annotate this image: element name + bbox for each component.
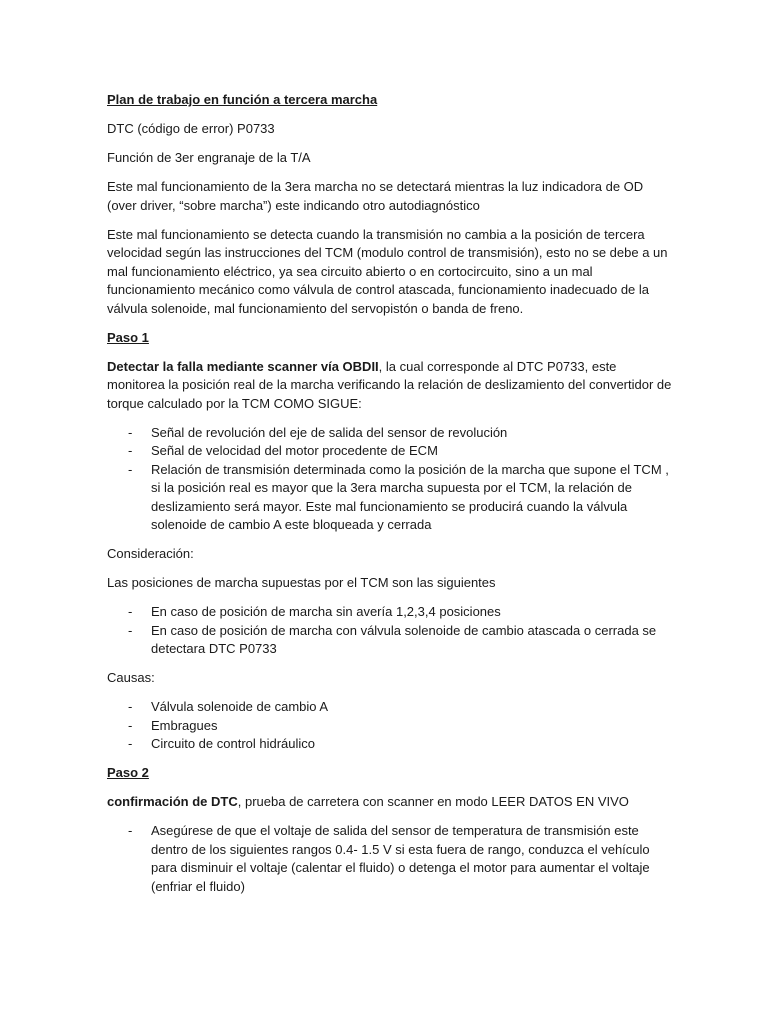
consideration-list (107, 603, 672, 659)
step-1-lead-rest: , la cual corresponde al DTC P0733, este monitorea la posición real de la marcha verificando la relación de deslizamiento del convertidor de torque calculado por la TCM COMO SIGUE: (107, 358, 672, 411)
dash-bullet: - (128, 717, 133, 733)
dash-bullet: - (128, 443, 133, 458)
dash-bullet: - (128, 622, 133, 638)
document-body (107, 91, 672, 907)
od-paragraph: Este mal funcionamiento de la 3era marcha no se detectará mientras la luz indicadora de OD (over driver, “sobre marcha”) este indicando otro autodiagnóstico (107, 179, 644, 213)
list-item (107, 622, 672, 659)
list-item (107, 424, 672, 443)
list-item (107, 822, 672, 896)
dash-bullet: - (128, 823, 133, 838)
step-1-heading: Paso 1 (107, 329, 149, 345)
step-2-heading: Paso 2 (107, 765, 149, 780)
list-item (107, 698, 672, 717)
step-2-lead-bold: confirmación de DTC (107, 794, 238, 809)
list-item (107, 461, 672, 535)
function-line: Función de 3er engranaje de la T/A (107, 150, 311, 165)
list-item (107, 603, 672, 622)
list-item (107, 442, 672, 461)
causes-label: Causas: (107, 670, 155, 685)
dash-bullet: - (128, 424, 133, 440)
step-2-lead (107, 793, 672, 812)
list-item-text: Circuito de control hidráulico (151, 736, 316, 751)
causes-list (107, 698, 672, 754)
step-1-lead (107, 358, 672, 414)
step-2-list (107, 822, 672, 896)
step-1-list (107, 424, 672, 535)
consideration-label: Consideración: (107, 546, 194, 561)
dash-bullet: - (128, 736, 133, 751)
list-item-text: Relación de transmisión determinada como la posición de la marcha que supone el TCM , si la posición real es mayor que la 3era marcha supuesta por el TCM, la relación de deslizamiento será mayor. Este mal funcionamiento se producirá cuando la válvula solenoide de cambio A este bloqueada y cerrada (151, 461, 669, 532)
step-2-lead-rest: , prueba de carretera con scanner en modo LEER DATOS EN VIVO (237, 794, 629, 809)
list-item-text: En caso de posición de marcha con válvula solenoide de cambio atascada o cerrada se detectara DTC P0733 (151, 622, 657, 656)
list-item-text: Asegúrese de que el voltaje de salida del sensor de temperatura de transmisión este dentro de los siguientes rangos 0.4- 1.5 V si esta fuera de rango, conduzca el vehículo para disminuir el voltaje (calentar el fluido) o detenga el motor para aumentar el voltaje (enfriar el fluido) (151, 823, 650, 894)
list-item-text: Señal de revolución del eje de salida del sensor de revolución (151, 424, 508, 440)
document-title: Plan de trabajo en función a tercera marcha (107, 92, 378, 107)
step-1-lead-bold: Detectar la falla mediante scanner vía OBDII (107, 358, 379, 374)
detection-paragraph: Este mal funcionamiento se detecta cuando la transmisión no cambia a la posición de tercera velocidad según las instrucciones del TCM (modulo control de transmisión), esto no se debe a un mal funcionamiento eléctrico, ya sea circuito abierto o en cortocircuito, sino a un mal funcionamiento mecánico como válvula de control atascada, funcionamiento inadecuado de la válvula solenoide, mal funcionamiento del servopistón o banda de freno. (107, 226, 668, 316)
dash-bullet: - (128, 461, 133, 477)
list-item-text: Señal de velocidad del motor procedente de ECM (151, 443, 438, 458)
list-item (107, 717, 672, 736)
list-item (107, 735, 672, 754)
list-item-text: En caso de posición de marcha sin avería 1,2,3,4 posiciones (151, 604, 501, 619)
dash-bullet: - (128, 604, 133, 619)
list-item-text: Embragues (151, 717, 218, 733)
list-item-text: Válvula solenoide de cambio A (151, 699, 329, 714)
consideration-intro: Las posiciones de marcha supuestas por el TCM son las siguientes (107, 575, 496, 590)
dtc-line: DTC (código de error) P0733 (107, 121, 275, 136)
dash-bullet: - (128, 699, 133, 714)
